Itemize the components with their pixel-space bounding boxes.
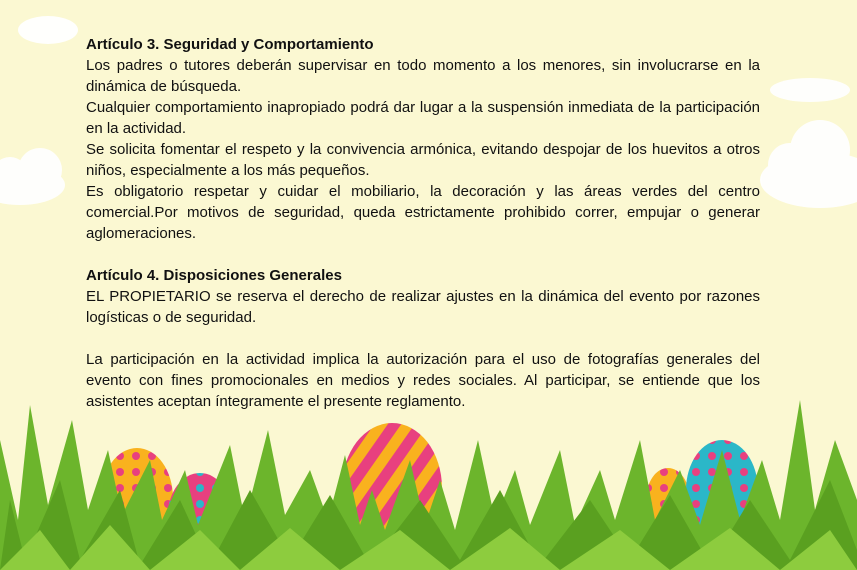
article-3-paragraph-1: Los padres o tutores deberán supervisar en todo momento a los menores, sin involucrarse en la dinámica de búsqueda. (86, 57, 760, 95)
spacer (86, 244, 760, 265)
article-4-paragraph-2: La participación en la actividad implica la autorización para el uso de fotografías generales del evento con fines promocionales en medios y redes sociales. Al participar, se entiende que los asistentes aceptan íntegramente el presente reglamento. (86, 351, 760, 410)
article-3-paragraph-3: Se solicita fomentar el respeto y la convivencia armónica, evitando despojar de los huevitos a otros niños, especialmente a los más pequeños. (86, 141, 760, 179)
cloud-right (760, 78, 857, 208)
spacer (86, 328, 760, 349)
rules-text (86, 34, 760, 412)
article-4-title: Artículo 4. Disposiciones Generales (86, 267, 342, 284)
article-3-paragraph-2: Cualquier comportamiento inapropiado podrá dar lugar a la suspensión inmediata de la participación en la actividad. (86, 99, 760, 137)
article-4-paragraph-1: EL PROPIETARIO se reserva el derecho de realizar ajustes en la dinámica del evento por razones logísticas o de seguridad. (86, 288, 760, 326)
article-3-title: Artículo 3. Seguridad y Comportamiento (86, 36, 374, 53)
cloud-left (0, 16, 78, 205)
article-3-paragraph-4: Es obligatorio respetar y cuidar el mobiliario, la decoración y las áreas verdes del centro comercial.Por motivos de seguridad, queda estrictamente prohibido correr, empujar o generar aglomeraciones. (86, 183, 760, 242)
